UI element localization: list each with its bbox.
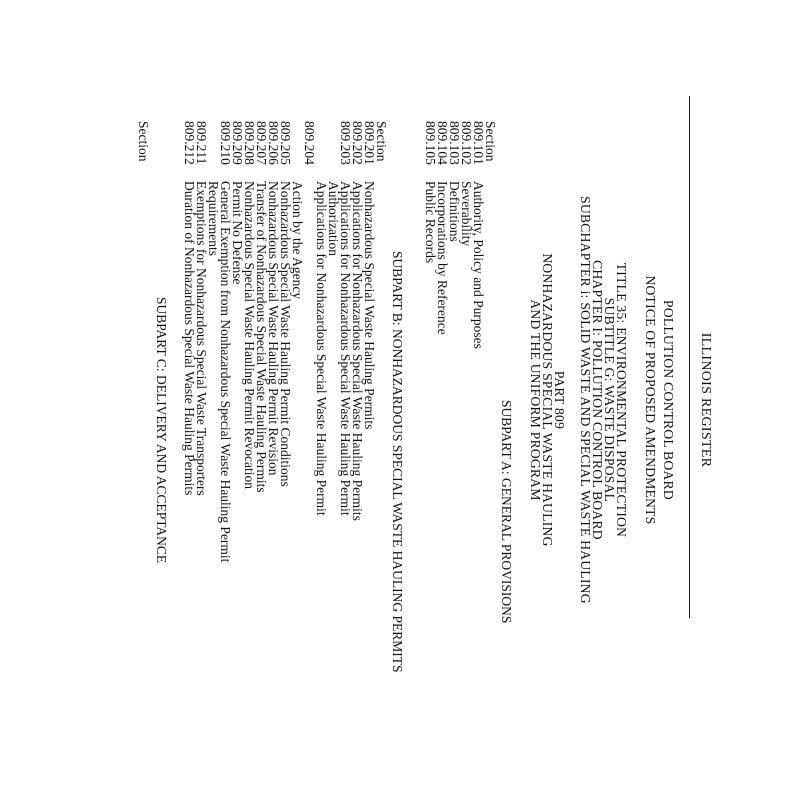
section-number: 809.206 xyxy=(266,121,281,165)
title-line: TITLE 35: ENVIRONMENTAL PROTECTION xyxy=(614,262,629,538)
section-title: Authorization xyxy=(326,181,341,256)
section-number: 809.102 xyxy=(459,121,474,165)
section-number: 809.209 xyxy=(230,121,245,165)
notice-title: NOTICE OF PROPOSED AMENDMENTS xyxy=(643,275,658,525)
section-title: Incorporations by Reference xyxy=(435,181,450,335)
section-title: Severability xyxy=(459,181,474,247)
section-number: 809.205 xyxy=(278,121,293,165)
section-title: Nonhazardous Special Waste Hauling Permits xyxy=(362,181,377,430)
section-title: Action by the Agency xyxy=(290,181,305,300)
section-number: 809.103 xyxy=(447,121,462,165)
section-number: 809.105 xyxy=(423,121,438,165)
register-title: ILLINOIS REGISTER xyxy=(698,332,713,468)
section-number: 809.202 xyxy=(350,121,365,165)
section-title: General Exemption from Nonhazardous Special Waste Hauling Permit xyxy=(218,181,233,563)
subtitle-line: SUBTITLE G: WASTE DISPOSAL xyxy=(602,297,617,503)
section-label: Section xyxy=(483,121,498,162)
section-number: 809.203 xyxy=(338,121,353,165)
subpart-c-heading: SUBPART C: DELIVERY AND ACCEPTANCE xyxy=(154,297,169,564)
subpart-a-heading: SUBPART A: GENERAL PROVISIONS xyxy=(499,400,514,624)
section-number: 809.207 xyxy=(254,121,269,165)
section-title: Nonhazardous Special Waste Hauling Permit Revocation xyxy=(242,181,257,489)
section-number: 809.204 xyxy=(302,121,317,165)
section-title: Exemptions for Nonhazardous Special Waste Transporters xyxy=(194,181,209,496)
subpart-b-heading: SUBPART B: NONHAZARDOUS SPECIAL WASTE HAULING PERMITS xyxy=(390,251,405,673)
section-number: 809.212 xyxy=(182,121,197,165)
subchapter-line: SUBCHAPTER i: SOLID WASTE AND SPECIAL WASTE HAULING xyxy=(578,196,593,604)
section-title: Applications for Nonhazardous Special Waste Hauling Permits xyxy=(350,181,365,521)
part-title-1: NONHAZARDOUS SPECIAL WASTE HAULING xyxy=(540,253,555,547)
section-title: Authority, Policy and Purposes xyxy=(471,181,486,349)
section-label: Section xyxy=(374,121,389,162)
section-title: Applications for Nonhazardous Special Waste Hauling Permit xyxy=(338,181,353,516)
section-number: 809.208 xyxy=(242,121,257,165)
agency-name: POLLUTION CONTROL BOARD xyxy=(661,300,676,500)
section-title: Requirements xyxy=(206,181,221,256)
section-title: Transfer of Nonhazardous Special Waste Hauling Permits xyxy=(254,181,269,493)
section-title: Public Records xyxy=(423,181,438,264)
part-number: PART 809 xyxy=(552,370,567,430)
chapter-line: CHAPTER I: POLLUTION CONTROL BOARD xyxy=(590,260,605,540)
section-number: 809.211 xyxy=(194,121,209,165)
section-title: Duration of Nonhazardous Special Waste Hauling Permits xyxy=(182,181,197,496)
section-number: 809.210 xyxy=(218,121,233,165)
section-label: Section xyxy=(136,121,151,162)
section-title: Nonhazardous Special Waste Hauling Permit Conditions xyxy=(278,181,293,487)
section-title: Nonhazardous Special Waste Hauling Permit Revision xyxy=(266,181,281,476)
section-number: 809.201 xyxy=(362,121,377,165)
section-number: 809.101 xyxy=(471,121,486,165)
section-number: 809.104 xyxy=(435,121,450,165)
header-rule xyxy=(689,96,690,618)
section-title: Definitions xyxy=(447,181,462,242)
section-title: Applications for Nonhazardous Special Waste Hauling Permit xyxy=(314,181,329,516)
section-title: Permit No Defense xyxy=(230,181,245,285)
part-title-2: AND THE UNIFORM PROGRAM xyxy=(528,299,543,501)
